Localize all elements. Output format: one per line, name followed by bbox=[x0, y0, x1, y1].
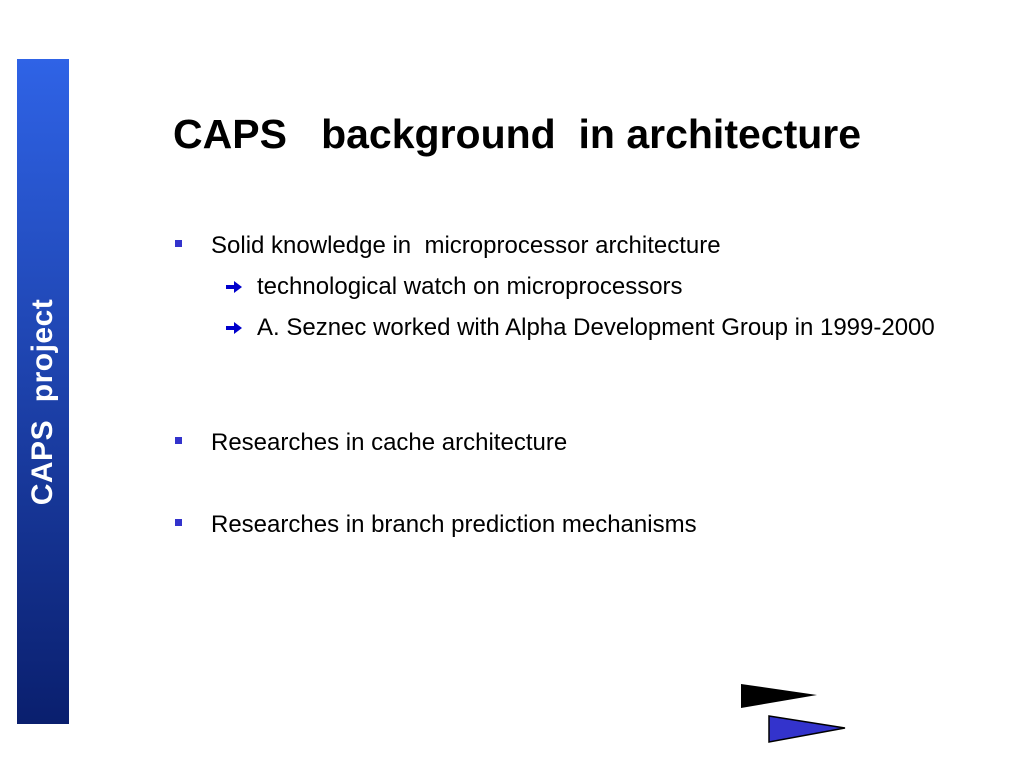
bullet-item bbox=[175, 508, 697, 541]
square-bullet-icon bbox=[175, 519, 182, 526]
bullet-text: Researches in cache architecture bbox=[211, 429, 568, 456]
square-bullet-icon bbox=[175, 437, 182, 444]
sub-bullet-text: A. Seznec worked with Alpha Development Group in 1999-2000 bbox=[257, 314, 935, 341]
blue-pointer-icon[interactable] bbox=[769, 716, 845, 742]
arrow-right-icon bbox=[225, 321, 243, 335]
bullet-item bbox=[175, 426, 567, 459]
sub-bullet-item bbox=[225, 270, 947, 303]
bullet-item bbox=[175, 229, 721, 262]
slide-title: CAPS background in architecture bbox=[173, 111, 862, 157]
arrow-right-icon bbox=[225, 280, 243, 294]
navigation-arrows bbox=[735, 678, 855, 748]
sub-bullet-item bbox=[225, 311, 947, 344]
bullet-text: Researches in branch prediction mechanisms bbox=[211, 511, 697, 538]
sub-bullet-text: technological watch on microprocessors bbox=[257, 273, 683, 300]
black-pointer-icon[interactable] bbox=[741, 684, 817, 708]
side-banner-label: CAPS project bbox=[26, 298, 59, 506]
square-bullet-icon bbox=[175, 240, 182, 247]
bullet-text: Solid knowledge in microprocessor architecture bbox=[211, 232, 721, 259]
